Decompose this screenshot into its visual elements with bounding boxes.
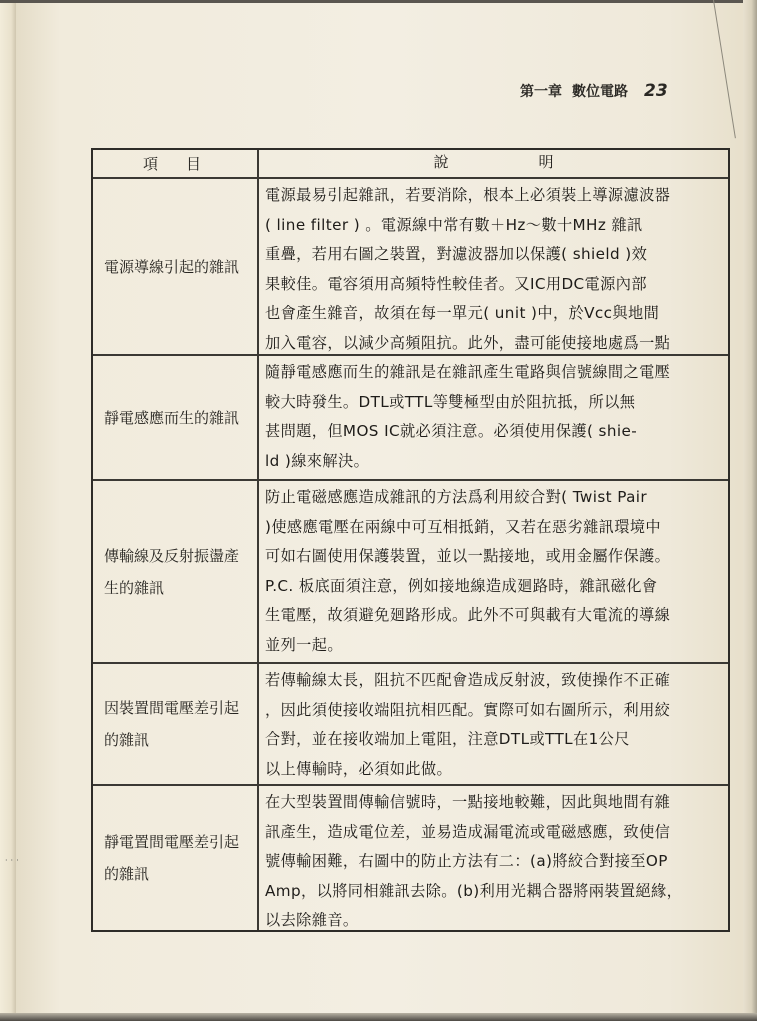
page-top-edge [0, 0, 757, 3]
description-line: 並列一起。 [265, 635, 343, 654]
row-description [259, 786, 728, 930]
description-line: P.C. 板底面須注意，例如接地線造成廻路時，雜訊磁化會 [265, 576, 658, 595]
page-number: 23 [644, 81, 668, 101]
description-line: 甚問題，但MOS IC就必須注意。必須使用保護( shie- [265, 422, 638, 440]
description-line: 也會產生雜音，故須在每一單元( unit )中，於Vcc與地間 [265, 304, 660, 322]
table-row [93, 177, 728, 354]
running-header [520, 80, 690, 102]
description-line: Amp，以將同相雜訊去除。(b)利用光耦合器將兩裝置絕緣， [265, 881, 683, 900]
description-line: 可如右圖使用保護裝置，並以一點接地，或用金屬作保護。 [265, 547, 671, 565]
description-line: ( line filter ) 。電源線中常有數＋Hz～數十MHz 雜訊 [265, 215, 643, 234]
section-title: 數位電路 [572, 84, 628, 100]
row-description [259, 356, 728, 479]
table-row [93, 354, 728, 479]
description-line: 以去除雜音。 [265, 911, 359, 929]
table-row [93, 479, 728, 662]
header-item: 項目 [93, 150, 259, 177]
table-header-row [93, 150, 728, 177]
page-right-edge [743, 0, 757, 1021]
page-bottom-edge [0, 1013, 757, 1021]
description-line: 較大時發生。DTL或TTL等雙極型由於阻抗抵，所以無 [265, 392, 636, 411]
description-line: 若傳輸線太長，阻抗不匹配會造成反射波，致使操作不正確 [265, 671, 671, 689]
description-line: 加入電容，以減少高頻阻抗。此外，盡可能使接地處爲一點 [265, 333, 671, 352]
description-line: 在大型裝置間傳輸信號時，一點接地較難，因此與地間有雜 [265, 793, 671, 811]
description-line: 防止電磁感應造成雜訊的方法爲利用絞合對( Twist Pair [265, 488, 648, 506]
description-line: 生電壓，故須避免廻路形成。此外不可與載有大電流的導線 [265, 606, 671, 624]
row-description [259, 664, 728, 784]
description-line: 隨靜電感應而生的雜訊是在雜訊產生電路與信號線間之電壓 [265, 363, 671, 381]
header-description: 說明 [433, 153, 644, 171]
description-line: 訊產生，造成電位差，並易造成漏電流或電磁感應，致使信 [265, 822, 671, 841]
row-description [259, 481, 728, 662]
description-line: 合對，並在接收端加上電阻，注意DTL或TTL在1公尺 [265, 730, 630, 748]
noise-table [91, 148, 730, 932]
row-item: 傳輸線及反射振盪產生的雜訊 [93, 481, 259, 662]
row-description [259, 179, 728, 354]
table-row [93, 784, 728, 930]
row-item: 靜電感應而生的雜訊 [93, 356, 259, 479]
description-line: 重疊，若用右圖之裝置，對濾波器加以保護( shield )效 [265, 245, 648, 263]
description-line: 以上傳輸時，必須如此做。 [265, 759, 453, 778]
description-line: ，因此須使接收端阻抗相匹配。實際可如右圖所示，利用絞 [265, 700, 671, 719]
description-line: 電源最易引起雜訊，若要消除，根本上必須裝上導源濾波器 [265, 186, 671, 204]
row-item: 靜電置間電壓差引起的雜訊 [93, 786, 259, 930]
chapter-label: 第一章 [520, 84, 562, 100]
row-item: 因裝置間電壓差引起的雜訊 [93, 664, 259, 784]
table-row [93, 662, 728, 784]
description-line: ld )線來解決。 [265, 451, 370, 470]
description-line: 號傳輸困難，右圖中的防止方法有二：(a)將絞合對接至OP [265, 852, 668, 870]
row-item: 電源導線引起的雜訊 [93, 179, 259, 354]
margin-specks: ··· [5, 856, 22, 865]
book-spine-gutter [0, 0, 16, 1021]
description-line: 果較佳。電容須用高頻特性較佳者。又IC用DC電源內部 [265, 274, 647, 293]
description-line: )使感應電壓在兩線中可互相抵銷，又若在惡劣雜訊環境中 [265, 517, 662, 536]
